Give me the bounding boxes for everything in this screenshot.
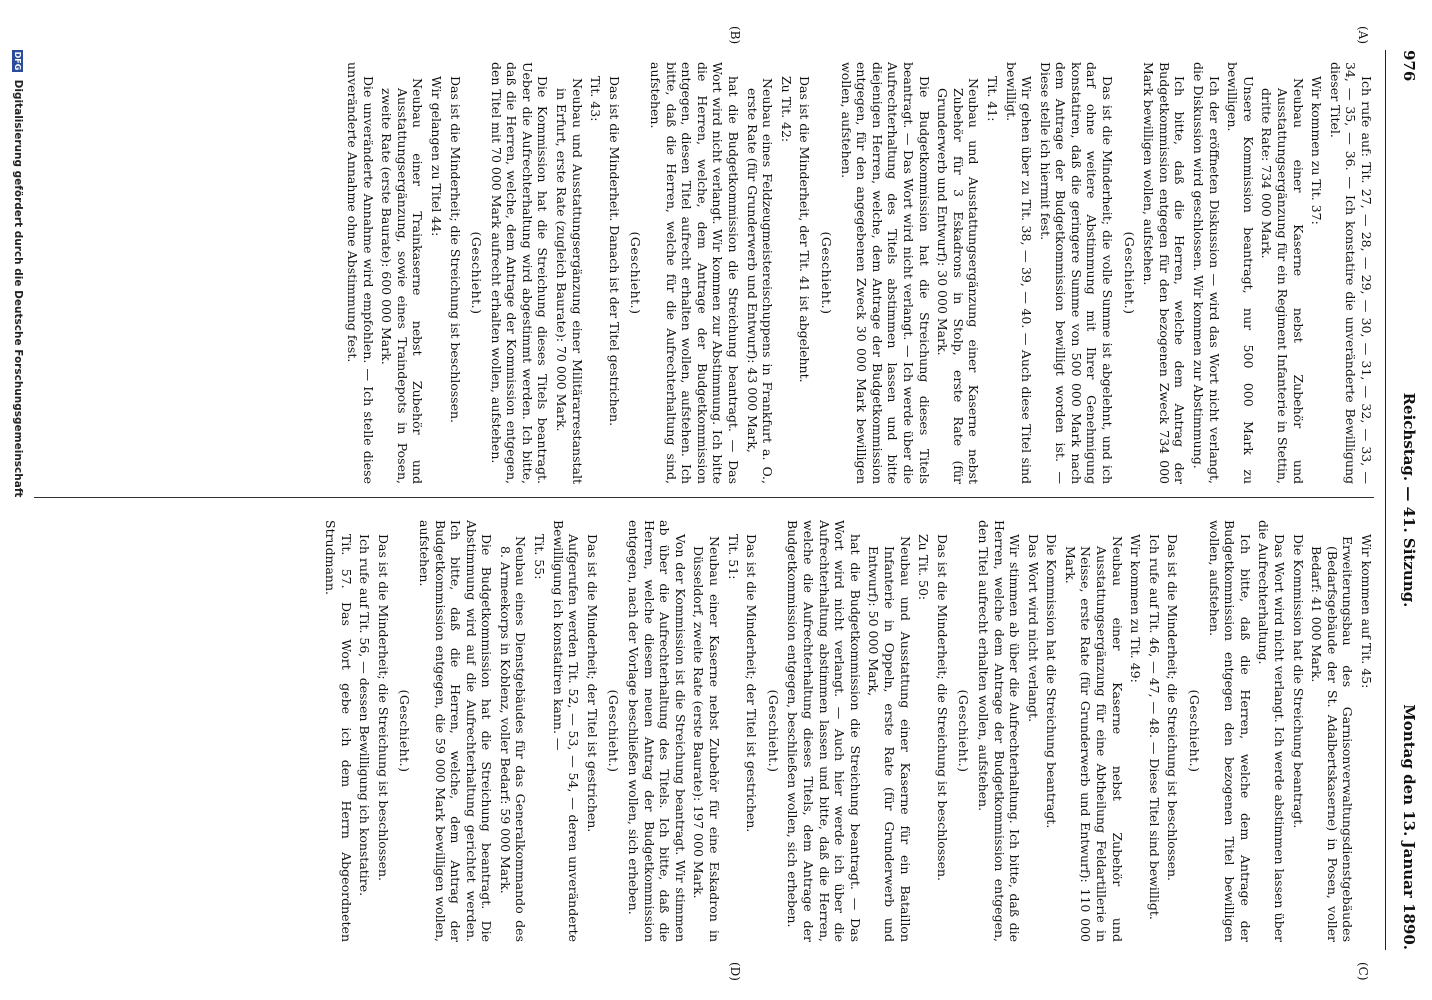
paragraph: Das Wort wird nicht verlangt. Ich werde abstimmen lassen über die Aufrechterhaltung.: [1256, 520, 1288, 942]
paragraph: Neubau und Ausstattungsergänzung einer Kaserne nebst Zubehör für 3 Eskadrons in Stolp, erste Rate (für Grunderwerb und Entwurf): 30 000 Mark.: [935, 78, 982, 484]
paragraph: Das ist die Minderheit; die Streichung ist beschlossen.: [934, 534, 950, 882]
paragraph: Ich bitte, daß die Herren, welche dem Antrage der Budgetkommission entgegen den bezogenen Titel bewilligen wollen, aufstehen.: [1206, 520, 1253, 942]
paragraph: Ich rufe auf: Tit. 27, — 28, — 29, — 30, — 31, — 32, — 33, — 34, — 35, — 36. — Ich konstatire die unveränderte Bewilligung dieser Titel.: [1327, 62, 1374, 484]
paragraph: hat die Budgetkommission die Streichung beantragt. — Das Wort wird nicht verlangt. Wir kommen zur Abstimmung. Ich bitte die Herren, welche, dem Antrage der Budgetkommission entgegen, diesen Titel aufrecht erhalten wollen, aufstehen. Ich bitte, daß die Herren, welche für die Aufrechterhaltung sind, aufstehen.: [648, 62, 742, 484]
left-column: [34, 62, 1374, 484]
paragraph: Das ist die Minderheit; die Streichung ist beschlossen.: [1165, 534, 1181, 882]
paragraph: (Geschieht.): [1121, 231, 1137, 315]
paragraph: Das ist die Minderheit, der Tit. 41 ist abgelehnt.: [797, 76, 813, 383]
paragraph: (Geschieht.): [765, 689, 781, 773]
paragraph: Wir kommen auf Tit. 45:: [1359, 534, 1374, 689]
paragraph: Tit. 41:: [984, 76, 1000, 122]
paragraph: Neubau und Ausstattung einer Kaserne für ein Bataillon Infanterie in Oppeln, erste Rate (für Grunderwerb und Entwurf): 50 000 Mark,: [866, 536, 913, 942]
paragraph: Wir kommen zu Tit. 49:: [1128, 534, 1144, 683]
paragraph: Zu Tit. 42:: [778, 76, 794, 143]
paragraph: Das ist die Minderheit; die volle Summe ist abgelehnt, und ich darf ohne weitere Abstimmung mit Ihrer Genehmigung konstatiren, daß die geringere Summe von 500 000 Mark nach dem Antrage der Budgetkommission bewilligt worden ist. — Diese stelle ich hiermit fest.: [1037, 62, 1116, 484]
paragraph: Wir stimmen ab über die Aufrechterhaltung. Ich bitte, daß die Herren, welche dem Antrage der Budgetkommission entgegen, den Titel aufrecht erhalten wollen, aufstehen.: [975, 520, 1023, 942]
paragraph: (Geschieht.): [397, 689, 413, 773]
page-number: 976: [1400, 50, 1418, 82]
paragraph: Die Budgetkommission hat die Streichung dieses Titels beantragt. — Das Wort wird nicht verlangt. — Ich werde über die Aufrechterhaltung des Titels abstimmen lassen und bitte diejenigen Herren, welche, dem Antrage der Budgetkommission entgegen, für den angegebenen Zweck 30 000 Mark bewilligen wollen, aufstehen.: [838, 62, 932, 484]
paragraph: Neubau einer Kaserne nebst Zubehör und Ausstattungsergänzung für ein Regiment Infanterie in Stettin, dritte Rate: 734 000 Mark.: [1259, 78, 1306, 484]
paragraph: Tit. 43:: [588, 76, 604, 122]
paragraph: Erweiterungsbau des Garnisonverwaltungsdienstgebäudes (Bedarfsgebäude der St. Adalbertskaserne) in Posen, voller Bedarf: 41 000 Mark.: [1309, 536, 1356, 942]
paragraph: (Geschieht.): [606, 689, 622, 773]
paragraph: Das ist die Minderheit; die Streichung ist beschlossen.: [447, 76, 463, 424]
footer-credit: Digitalisierung gefördert durch die Deutsche Forschungsgemeinschaft: [12, 79, 24, 498]
paragraph: Ich der eröffneten Diskussion — wird das Wort nicht verlangt, die Diskussion wird geschlossen. Wir kommen zur Abstimmung.: [1191, 62, 1222, 484]
paragraph: Die Kommission hat die Streichung dieses Titels beantragt. Ueber die Aufrechterhaltung wird abgestimmt werden. Ich bitte, daß die Herren, welche, dem Antrage der Kommission entgegen, den Titel mit 70 000 Mark aufrecht erhalten wollen, aufstehen.: [488, 62, 551, 484]
paragraph: Wir gehen über zu Tit. 38, — 39, — 40. — Auch diese Titel sind bewilligt.: [1003, 62, 1035, 484]
page-footer: [6, 50, 24, 950]
header-rule: [1385, 50, 1386, 950]
dfg-logo: DFG: [13, 51, 23, 71]
column-divider: [34, 497, 1374, 498]
paragraph: Ich bitte, daß die Herren, welche dem Antrag der Budgetkommission entgegen für den bezogenen Zweck 734 000 Mark bewilligen wollen, aufstehen.: [1141, 62, 1188, 484]
paragraph: Zu Tit. 50:: [916, 534, 932, 601]
margin-marker-a: (A): [1356, 26, 1370, 45]
paragraph: Neubau einer Trainkaserne nebst Zubehör und Ausstattungsergänzung, sowie eines Traindepots in Posen, zweite Rate (erste Baurate): 600 000 Mark.: [379, 78, 426, 484]
paragraph: Neubau einer Kaserne nebst Zubehör und Ausstattungsergänzung für eine Abtheilung Feldartillerie in Neisse, erste Rate (für Grunderwerb und Entwurf): 110 000 Mark.: [1062, 536, 1125, 942]
paragraph: Neubau eines Feldzeugmeistereischuppens in Frankfurt a. O., erste Rate (für Grunderwerb und Entwurf): 43 000 Mark,: [744, 78, 776, 484]
paragraph: Wir gelangen zu Titel 44:: [428, 76, 444, 237]
paragraph: Das ist die Minderheit; der Titel ist gestrichen.: [744, 534, 760, 833]
paragraph: Ich rufe auf Tit. 46, — 47, — 48. — Diese Titel sind bewilligt.: [1146, 534, 1162, 920]
paragraph: Wir kommen zu Tit. 37:: [1309, 76, 1325, 225]
paragraph: Aufgerufen werden Tit. 52, — 53, — 54, — deren unveränderte Bewilligung ich konstatiren kann. —: [550, 520, 582, 942]
paragraph: Neubau und Ausstattungsergänzung einer Militärarrestanstalt in Erfurt, erste Rate (zugleich Baurate): 70 000 Mark.: [554, 78, 585, 484]
paragraph: Die Budgetkommission hat die Streichung beantragt. Die Abstimmung wird auf die Aufrechterhaltung gerichtet werden. Ich bitte, daß die Herren, welche, dem Antrag der Budgetkommission entgegen, die 59 000 Mark bewilligen wollen, aufstehen.: [416, 520, 495, 942]
paragraph: Das ist die Minderheit; der Titel ist gestrichen.: [584, 534, 600, 833]
paragraph: Von der Kommission ist die Streichung beantragt. Wir stimmen ab über die Aufrechterhaltung des Titels. Ich bitte, daß die Herren, welche diesem neuen Antrag der Budgetkommission entgegen, nach der Vorlage beschließen wollen, sich erheben.: [626, 520, 688, 942]
margin-marker-c: (C): [1356, 962, 1370, 981]
paragraph: (Geschieht.): [819, 231, 834, 315]
paragraph: (Geschieht.): [628, 231, 644, 315]
paragraph: Die Kommission hat die Streichung beantragt.: [1044, 534, 1060, 829]
paragraph: (Geschieht.): [1187, 689, 1203, 773]
paragraph: Das Wort wird nicht verlangt.: [1025, 534, 1041, 723]
paragraph: Ich rufe auf Tit. 56, — dessen Bewilligung ich konstatire.: [357, 534, 373, 897]
paragraph: Tit. 57. Das Wort gebe ich dem Herrn Abgeordneten Strudmann.: [322, 520, 354, 942]
paragraph: Die unveränderte Annahme wird empfohlen. — Ich stelle diese unveränderte Annahme ohne Abstimmung fest.: [344, 62, 376, 484]
paragraph: Die Kommission hat die Streichung beantragt.: [1290, 534, 1306, 829]
margin-marker-b: (B): [728, 26, 742, 45]
right-column: [34, 520, 1374, 942]
paragraph: Neubau einer Kaserne nebst Zubehör für eine Eskadron in Düsseldorf, zweite Rate (erste Baurate): 197 000 Mark.: [691, 536, 723, 942]
paragraph: Das ist die Minderheit. Danach ist der Titel gestrichen.: [606, 76, 622, 427]
paragraph: Neubau eines Dienstgebäudes für das Generalkommando des 8. Armeekorps in Koblenz, voller Bedarf: 59 000 Mark.: [497, 536, 529, 942]
paragraph: (Geschieht.): [469, 231, 485, 315]
paragraph: Das ist die Minderheit; die Streichung ist beschlossen.: [375, 534, 391, 882]
paragraph: Tit. 51:: [725, 534, 741, 580]
margin-marker-d: (D): [728, 962, 742, 981]
paragraph: (Geschieht.): [956, 689, 972, 773]
paragraph: Tit. 55:: [532, 534, 548, 580]
session-date: Montag den 13. Januar 1890.: [1400, 704, 1418, 950]
page-header: [1394, 50, 1418, 950]
paragraph: Unsere Kommission beantragt, nur 500 000 Mark zu bewilligen.: [1225, 62, 1256, 484]
paragraph: hat die Budgetkommission die Streichung beantragt. — Das Wort wird nicht verlangt. — Auch hier werde ich über die Aufrechterhaltung abstimmen lassen und bitte, daß die Herren, welche die Aufrechterhaltung dieses Titels, dem Antrage der Budgetkommission entgegen, beschließen wollen, sich erheben.: [785, 520, 863, 942]
page-title: Reichstag. — 41. Sitzung.: [1400, 392, 1418, 608]
